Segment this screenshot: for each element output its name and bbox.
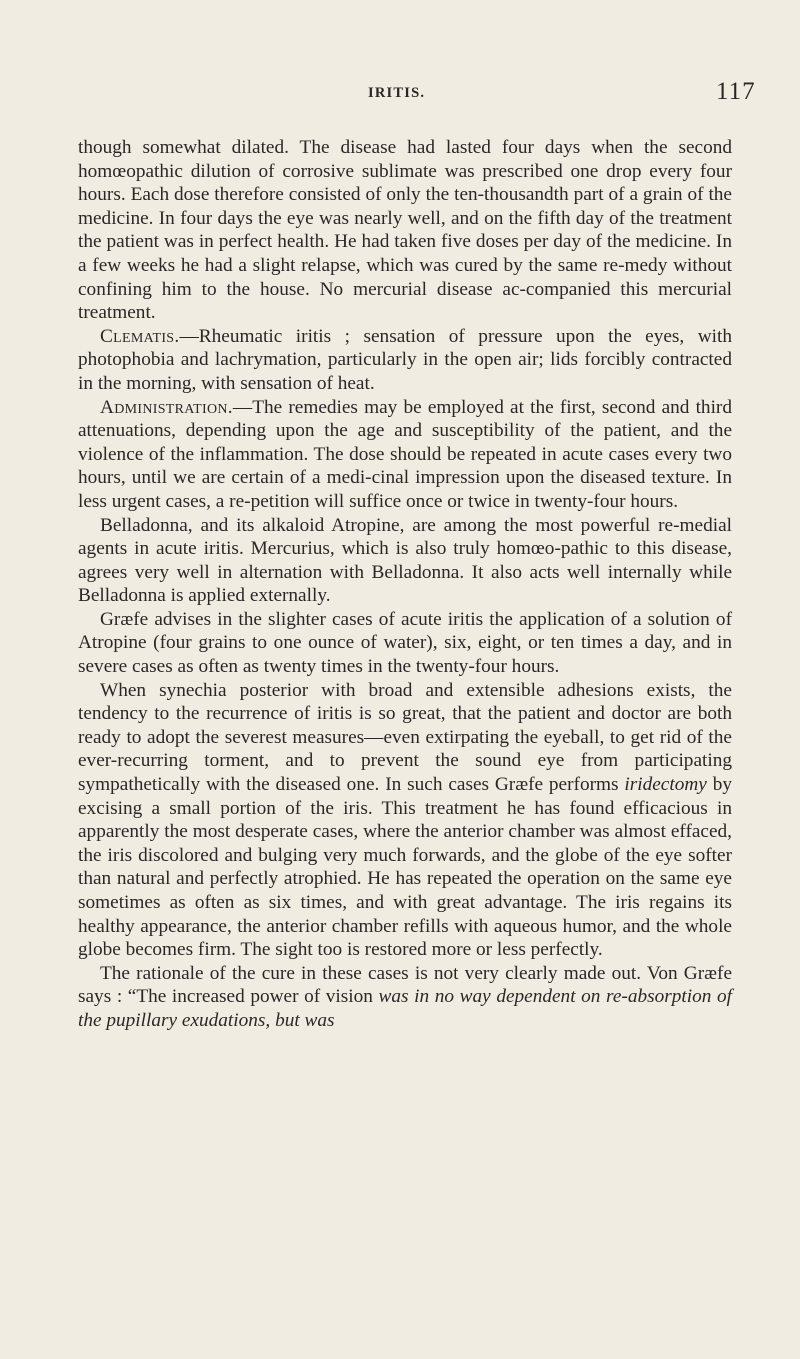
page-number: 117 — [716, 78, 756, 105]
paragraph-italic-term: iridectomy — [624, 774, 707, 796]
paragraph-clematis — [78, 325, 732, 396]
running-head — [0, 78, 800, 122]
paragraph-text: Belladonna, and its alkaloid Atropine, are among the most powerful re-medial agents in acute iritis. Mercurius, which is also truly homœo-pathic to this disease, agrees very well in alternation with Belladonna. It also acts well internally while Belladonna is applied externally. — [78, 514, 732, 607]
paragraph-italic-quote: was in no way dependent on re-absorption of the pupillary exudations, but was — [78, 986, 732, 1031]
paragraph-administration — [78, 396, 732, 514]
paragraph-belladonna — [78, 514, 732, 608]
paragraph-text: though somewhat dilated. The disease had lasted four days when the second homœopathic dilution of corrosive sublimate was prescribed one drop every four hours. Each dose therefore consisted of only the ten-thousandth part of a grain of the medicine. In four days the eye was nearly well, and on the fifth day of the treatment the patient was in perfect health. He had taken five doses per day of the medicine. In a few weeks he had a slight relapse, which was cured by the same re-medy without confining him to the house. No mercurial disease ac-companied this mercurial treatment. — [78, 137, 732, 324]
body-text — [78, 136, 732, 1033]
paragraph-continuation — [78, 136, 732, 325]
paragraph-text-before: When synechia posterior with broad and extensible adhesions exists, the tendency to the recurrence of iritis is so great, that the patient and doctor are both ready to adopt the severest measures—even extirpating the eyeball, to get rid of the ever-recurring torment, and to prevent the sound eye from participating sympathetically with the diseased one. In such cases Græfe performs — [78, 679, 732, 796]
running-title: IRITIS. — [368, 85, 426, 101]
paragraph-text: Græfe advises in the slighter cases of acute iritis the application of a solution of Atropine (four grains to one ounce of water), six, eight, or ten times a day, and in severe cases as often as twenty times in the twenty-four hours. — [78, 608, 732, 678]
paragraph-lead-administration: Administration. — [100, 396, 233, 418]
paragraph-text-before: The rationale of the cure in these cases is not very clearly made out. Von Græfe says : “The increased power of vision — [78, 962, 732, 1008]
paragraph-synechia — [78, 679, 732, 962]
paragraph-text: —Rheumatic iritis ; sensation of pressure upon the eyes, with photophobia and lachrymation, particularly in the open air; lids forcibly contracted in the morning, with sensation of heat. — [78, 325, 732, 394]
paragraph-graefe-atropine — [78, 608, 732, 679]
paragraph-rationale — [78, 962, 732, 1033]
paragraph-lead-clematis: Clematis. — [100, 325, 180, 347]
paragraph-text: —The remedies may be employed at the first, second and third attenuations, depending upon the age and susceptibility of the patient, and the violence of the inflammation. The dose should be repeated in acute cases every two hours, until we are certain of a medi-cinal impression upon the diseased texture. In less urgent cases, a re-petition will suffice once or twice in twenty-four hours. — [78, 396, 732, 512]
paragraph-text-after: by excising a small portion of the iris. This treatment he has found efficacious in apparently the most desperate cases, where the anterior chamber was almost effaced, the iris discolored and bulging very much forwards, and the globe of the eye softer than natural and perfectly atrophied. He has repeated the operation on the same eye sometimes as often as six times, and with great advantage. The iris regains its healthy appearance, the anterior chamber refills with aqueous humor, and the whole globe becomes firm. The sight too is restored more or less perfectly. — [78, 774, 733, 961]
